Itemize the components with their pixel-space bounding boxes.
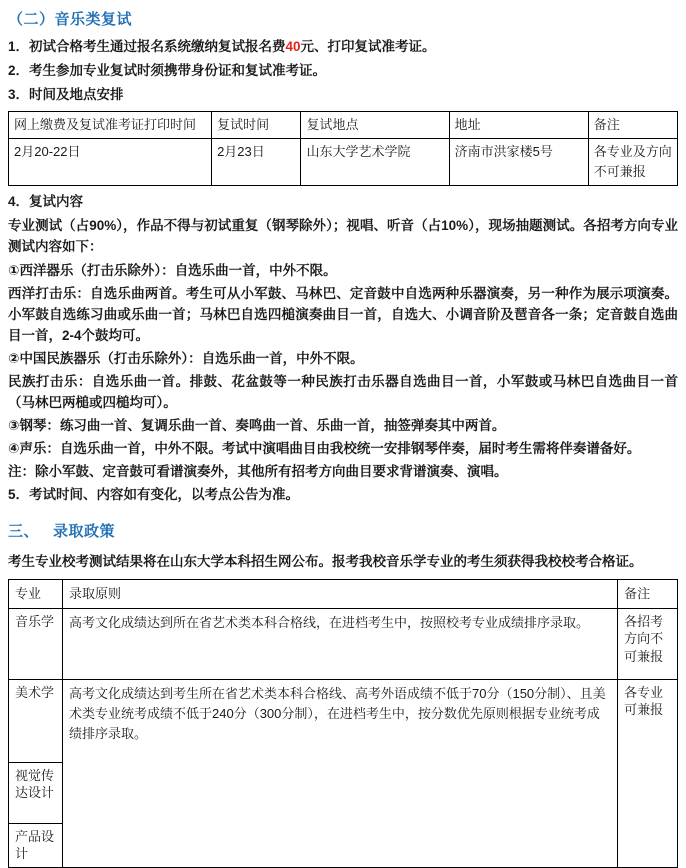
policy-cell-major-visual-communication: 视觉传达设计 xyxy=(9,762,63,823)
list-item-2-number: 2． xyxy=(8,63,30,79)
direction-4-inline: 自选乐曲一首，中外不限。考试中演唱曲目由我校统一安排钢琴伴奏，届时考生需将伴奏谱备好。 xyxy=(59,440,641,456)
direction-2-detail: 民族打击乐：自选乐曲一首。排鼓、花盆鼓等一种民族打击乐器自选曲目一首，小军鼓或马林巴自选曲目一首（马林巴两槌或四槌均可）。 xyxy=(8,373,678,410)
table-row xyxy=(9,608,678,679)
direction-1-detail: 西洋打击乐：自选乐曲两首。考生可从小军鼓、马林巴、定音鼓中自选两种乐器演奏，另一种作为展示项演奏。小军鼓自选练习曲或乐曲一首；马林巴自选四槌演奏曲目一首，自选大、小调音阶及琶音各一条；定音鼓自选曲目一首，2-4个鼓均可。 xyxy=(8,286,678,343)
section-2-number: 三、 xyxy=(8,523,40,541)
schedule-header-retest-time: 复试时间 xyxy=(212,112,301,139)
schedule-cell-payment-time: 2月20-22日 xyxy=(9,139,212,186)
list-item-1-text-after: 元、打印复试准考证。 xyxy=(300,39,436,55)
section-heading-music-retest: （二）音乐类复试 xyxy=(8,11,133,28)
direction-3-title: 钢琴： xyxy=(19,417,60,433)
table-row xyxy=(9,679,678,762)
list-item-5-number: 5． xyxy=(8,487,30,503)
direction-2-title: 中国民族器乐（打击乐除外）： xyxy=(19,350,202,366)
direction-2-marker: ② xyxy=(8,350,20,366)
list-item-1 xyxy=(8,37,678,58)
direction-2 xyxy=(8,349,678,370)
list-item-3-text: 时间及地点安排 xyxy=(29,87,124,103)
policy-cell-rule-music: 高考文化成绩达到所在省艺术类本科合格线，在进档考生中，按照校考专业成绩排序录取。 xyxy=(63,608,618,679)
list-item-2 xyxy=(8,61,678,82)
list-item-5 xyxy=(8,485,678,506)
list-item-3-number: 3． xyxy=(8,87,30,103)
direction-3-inline: 练习曲一首、复调乐曲一首、奏鸣曲一首、乐曲一首，抽签弹奏其中两首。 xyxy=(59,417,506,433)
direction-1-inline: 自选乐曲一首，中外不限。 xyxy=(174,263,337,279)
policy-cell-major-music: 音乐学 xyxy=(9,608,63,679)
policy-header-major: 专业 xyxy=(9,579,63,608)
retest-note: 注：除小军鼓、定音鼓可看谱演奏外，其他所有招考方向曲目要求背谱演奏、演唱。 xyxy=(8,463,508,479)
policy-cell-major-fine-art: 美术学 xyxy=(9,679,63,762)
schedule-cell-remark: 各专业及方向不可兼报 xyxy=(588,139,677,186)
policy-cell-remark-music: 各招考方向不可兼报 xyxy=(618,608,678,679)
admission-policy-table xyxy=(8,579,678,868)
list-item-3 xyxy=(8,85,678,106)
direction-4 xyxy=(8,439,678,460)
schedule-header-address: 地址 xyxy=(449,112,588,139)
schedule-cell-retest-time: 2月23日 xyxy=(212,139,301,186)
schedule-cell-address: 济南市洪家楼5号 xyxy=(449,139,588,186)
schedule-header-retest-place: 复试地点 xyxy=(301,112,449,139)
table-header-row xyxy=(9,579,678,608)
list-item-4-number: 4． xyxy=(8,194,30,210)
list-item-2-text: 考生参加专业复试时须携带身份证和复试准考证。 xyxy=(29,63,327,79)
table-row xyxy=(9,139,678,186)
policy-cell-major-product-design: 产品设计 xyxy=(9,823,63,867)
table-header-row xyxy=(9,112,678,139)
admission-policy-intro: 考生专业校考测试结果将在山东大学本科招生网公布。报考我校音乐学专业的考生须获得我校校考合格证。 xyxy=(8,553,643,569)
direction-3 xyxy=(8,416,678,437)
list-item-4 xyxy=(8,192,678,213)
policy-cell-remark-art-group: 各专业可兼报 xyxy=(618,679,678,867)
schedule-header-remark: 备注 xyxy=(588,112,677,139)
schedule-header-payment-time: 网上缴费及复试准考证打印时间 xyxy=(9,112,212,139)
direction-1-title: 西洋器乐（打击乐除外）： xyxy=(19,263,175,279)
list-item-1-text-before: 初试合格考生通过报名系统缴纳复试报名费 xyxy=(29,39,286,55)
direction-3-marker: ③ xyxy=(8,417,20,433)
direction-2-inline: 自选乐曲一首，中外不限。 xyxy=(201,350,364,366)
direction-1-marker: ① xyxy=(8,263,20,279)
direction-4-marker: ④ xyxy=(8,440,20,456)
retest-content-intro: 专业测试（占90%），作品不得与初试重复（钢琴除外）；视唱、听音（占10%），现场抽题测试。各招考方向专业测试内容如下： xyxy=(8,218,678,255)
section-2-title: 录取政策 xyxy=(53,523,116,541)
section-heading-admission-policy xyxy=(8,520,678,543)
fee-amount: 40 xyxy=(285,39,301,55)
direction-4-title: 声乐： xyxy=(19,440,60,456)
list-item-4-title: 复试内容 xyxy=(29,194,84,210)
schedule-cell-retest-place: 山东大学艺术学院 xyxy=(301,139,449,186)
policy-header-remark: 备注 xyxy=(618,579,678,608)
list-item-5-text: 考试时间、内容如有变化，以考点公告为准。 xyxy=(29,487,300,503)
list-item-1-number: 1． xyxy=(8,39,30,55)
direction-1 xyxy=(8,261,678,282)
policy-cell-rule-art-group: 高考文化成绩达到考生所在省艺术类本科合格线、高考外语成绩不低于70分（150分制）、且美术类专业统考成绩不低于240分（300分制），在进档考生中，按分数优先原则根据专业统考成绩排序录取。 xyxy=(63,679,618,867)
schedule-table xyxy=(8,111,678,186)
policy-header-rule: 录取原则 xyxy=(63,579,618,608)
